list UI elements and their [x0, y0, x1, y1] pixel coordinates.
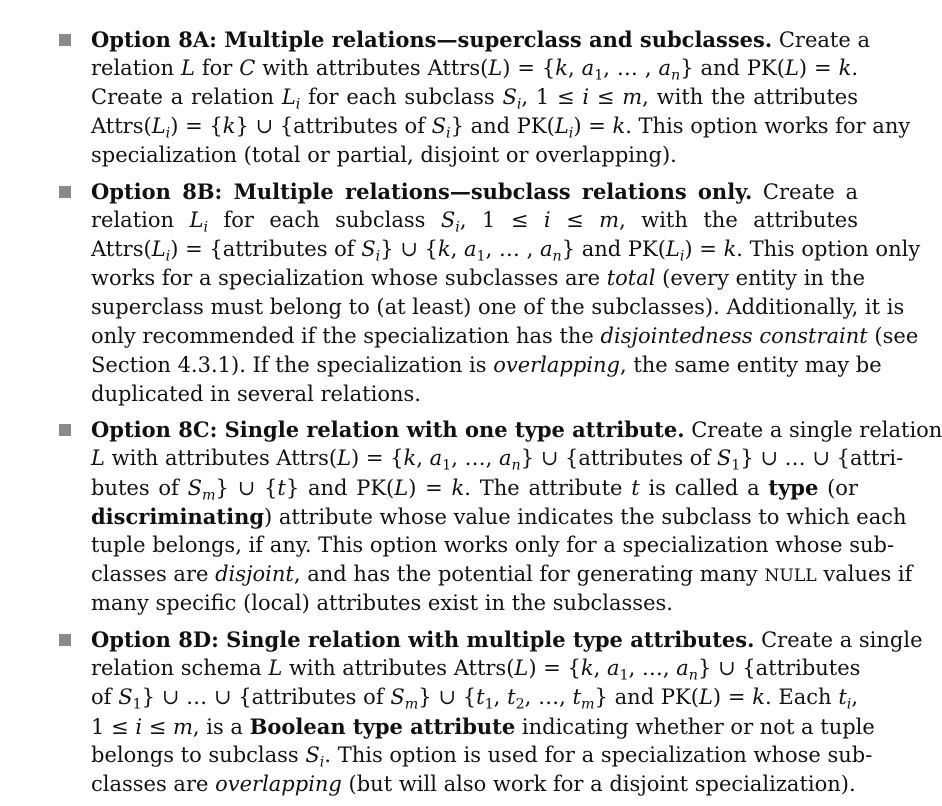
option-8a-line-5 — [91, 141, 858, 170]
text-run: } and PK( — [450, 114, 555, 138]
italic-text: t — [572, 685, 581, 709]
italic-text: m — [599, 208, 620, 232]
text-run: works for a specialization whose subclasses are — [91, 266, 607, 290]
italic-text: S — [431, 114, 447, 138]
italic-text: k — [555, 56, 569, 80]
italic-text: S — [716, 446, 732, 470]
text-run: ≤ — [589, 85, 623, 109]
text-run: , — [450, 237, 464, 261]
subscript-text: m — [581, 696, 595, 713]
subscript-text: n — [511, 457, 521, 474]
text-run: } ∪ … ∪ {attributes of — [141, 685, 391, 709]
italic-text: disjointedness constraint — [600, 324, 868, 348]
text-run: superclass must belong to (at least) one of the subclasses). Additionally, it is — [91, 295, 905, 319]
text-run: (every entity in the — [655, 266, 866, 290]
text-run: classes are — [91, 772, 216, 796]
text-run: relation — [91, 56, 181, 80]
subscript-text: 1 — [442, 457, 452, 474]
subscript-text: m — [201, 487, 216, 504]
option-8a-line-3 — [91, 83, 858, 112]
subscript-text: i — [375, 248, 381, 265]
text-run: } ∪ … ∪ {attri- — [740, 446, 904, 470]
subscript-text: i — [165, 248, 171, 265]
italic-text: C — [239, 56, 256, 80]
option-8d-line-2 — [91, 654, 861, 684]
subscript-text: m — [404, 696, 419, 713]
italic-text: S — [305, 743, 320, 767]
italic-text: L — [488, 56, 503, 80]
text-run: specialization (total or partial, disjoint or overlapping). — [91, 143, 677, 167]
italic-text: S — [440, 208, 456, 232]
italic-text: t — [277, 476, 286, 500]
text-run: , — [493, 685, 508, 709]
text-run: , …, — [451, 446, 499, 470]
italic-text: a — [581, 56, 595, 80]
italic-text: S — [187, 476, 202, 500]
text-run: duplicated in several relations. — [91, 382, 421, 406]
italic-text: S — [390, 685, 405, 709]
text-run: , the same entity may be — [619, 353, 882, 377]
italic-text: k — [222, 114, 236, 138]
square-bullet-icon — [59, 186, 71, 198]
text-run: , …, — [628, 656, 677, 680]
bold-text: Option 8D: Single relation with multiple type attributes. — [91, 627, 755, 652]
bold-text: type — [768, 475, 819, 500]
bold-text: Option 8C: Single relation with one type attribute. — [91, 417, 685, 442]
italic-text: L — [698, 685, 713, 709]
italic-text: k — [451, 476, 465, 500]
text-run: Create a — [772, 28, 870, 52]
text-run: , with the attributes — [642, 85, 858, 109]
text-run: of — [91, 685, 119, 709]
text-run: relation schema — [91, 656, 269, 680]
text-run: , is a — [192, 715, 250, 739]
italic-text: L — [91, 446, 105, 470]
text-run: , — [568, 56, 582, 80]
italic-text: k — [723, 237, 737, 261]
italic-text: k — [752, 685, 765, 709]
text-run: , — [416, 446, 430, 470]
subscript-text: 1 — [476, 248, 486, 265]
bold-text: Boolean type attribute — [249, 714, 516, 739]
text-run: indicating whether or not a tuple — [515, 715, 875, 739]
option-8d-line-3 — [91, 683, 858, 712]
italic-text: L — [189, 208, 204, 232]
subscript-text: i — [568, 125, 574, 142]
bold-text: discriminating — [91, 504, 265, 529]
text-run: for each subclass — [208, 208, 441, 232]
option-8b-line-4 — [91, 264, 866, 293]
text-run: , 1 ≤ — [459, 208, 544, 232]
subscript-text: 1 — [484, 696, 494, 713]
option-8b-line-1 — [91, 177, 858, 207]
text-run: ) = { — [351, 446, 404, 470]
text-run: relation — [91, 208, 190, 232]
italic-text: t — [838, 685, 847, 709]
italic-text: k — [612, 114, 626, 138]
text-run: is called a — [639, 476, 769, 500]
italic-text: k — [838, 56, 852, 80]
option-8d-line-1 — [91, 625, 923, 655]
italic-text: t — [476, 685, 485, 709]
italic-text: L — [784, 56, 799, 80]
text-run: } and PK( — [285, 476, 395, 500]
text-run: with attributes Attrs( — [104, 446, 338, 470]
square-bullet-icon — [59, 34, 71, 46]
text-run: ≤ — [142, 715, 173, 739]
italic-text: L — [514, 656, 529, 680]
text-run: } ∪ { — [418, 685, 477, 709]
text-run: } ∪ {attributes of — [520, 446, 717, 470]
text-run: , — [851, 685, 859, 709]
option-8b-line-5 — [91, 293, 905, 322]
italic-text: L — [180, 56, 195, 80]
text-run: , and has the potential for generating many — [293, 562, 765, 586]
text-run: . This option works for any — [625, 114, 911, 138]
subscript-text: 1 — [594, 67, 604, 84]
option-8a-line-2 — [91, 54, 858, 83]
italic-text: k — [580, 656, 594, 680]
italic-text: L — [281, 85, 296, 109]
option-8a-line-1 — [91, 25, 870, 55]
italic-text: disjoint — [215, 562, 294, 586]
option-8d-line-6 — [91, 770, 858, 799]
italic-text: k — [403, 446, 417, 470]
italic-text: L — [268, 656, 283, 680]
subscript-text: n — [688, 667, 698, 684]
text-run: Create a — [752, 180, 858, 204]
italic-text: overlapping — [493, 353, 620, 377]
italic-text: a — [429, 446, 443, 470]
subscript-text: i — [846, 696, 852, 713]
text-run: ) = { — [170, 114, 223, 138]
text-run: Attrs( — [91, 237, 152, 261]
text-run: , with the attributes — [619, 208, 858, 232]
text-run: } ∪ {attributes of — [235, 114, 432, 138]
text-run: ≤ — [550, 208, 600, 232]
text-run: (or — [818, 476, 858, 500]
text-run: only recommended if the specialization has the — [91, 324, 601, 348]
italic-text: a — [463, 237, 477, 261]
text-run: many specific (local) attributes exist in the subclasses. — [91, 591, 673, 615]
text-run: (but will also work for a disjoint specialization). — [341, 772, 856, 796]
text-run: Create a single — [754, 628, 923, 652]
text-run: values if — [816, 562, 913, 586]
italic-text: S — [361, 237, 376, 261]
italic-text: total — [606, 266, 656, 290]
text-run: classes are — [91, 562, 216, 586]
italic-text: k — [437, 237, 451, 261]
subscript-text: 1 — [132, 696, 142, 713]
text-run: ) = — [684, 237, 724, 261]
option-8b-line-6 — [91, 322, 919, 351]
option-8c-line-1 — [91, 415, 942, 445]
italic-text: a — [676, 656, 689, 680]
text-run: . — [851, 56, 858, 80]
text-run: . Each — [764, 685, 839, 709]
text-run: Section 4.3.1). If the specialization is — [91, 353, 494, 377]
subscript-text: i — [295, 96, 301, 113]
italic-text: L — [337, 446, 352, 470]
text-run: butes of — [91, 476, 188, 500]
text-run: NULL — [764, 566, 817, 586]
square-bullet-icon — [59, 634, 71, 646]
text-run: , … , — [485, 237, 540, 261]
text-run: , …, — [524, 685, 573, 709]
text-run: ) attribute whose value indicates the subclass to which each — [264, 505, 907, 529]
subscript-text: n — [670, 67, 681, 84]
subscript-text: i — [455, 219, 460, 236]
italic-text: L — [151, 114, 166, 138]
option-8c-line-4 — [91, 502, 907, 532]
option-8b-line-8 — [91, 380, 858, 409]
italic-text: L — [151, 237, 166, 261]
subscript-text: i — [516, 96, 522, 113]
text-run: (see — [867, 324, 919, 348]
text-run: } ∪ {attributes — [698, 656, 861, 680]
italic-text: L — [665, 237, 680, 261]
text-run: } and PK( — [680, 56, 785, 80]
text-run: , 1 ≤ — [521, 85, 583, 109]
italic-text: a — [606, 656, 620, 680]
text-run: Attrs( — [91, 114, 152, 138]
text-run: ) = — [408, 476, 452, 500]
italic-text: i — [543, 208, 551, 232]
text-run: ) = {attributes of — [170, 237, 362, 261]
italic-text: t — [507, 685, 516, 709]
text-run: . This option is used for a specialization whose sub- — [324, 743, 873, 767]
option-8a-line-4 — [91, 112, 911, 142]
text-run: ) = { — [528, 656, 581, 680]
italic-text: L — [554, 114, 569, 138]
text-run: } and PK( — [561, 237, 666, 261]
italic-text: a — [658, 56, 671, 80]
text-run: Create a single relation — [684, 418, 942, 442]
text-run: 1 ≤ — [91, 715, 136, 739]
text-run: } ∪ { — [380, 237, 438, 261]
text-run: . The attribute — [464, 476, 632, 500]
subscript-text: 2 — [515, 696, 525, 713]
text-run: tuple belongs, if any. This option works only for a specialization whose sub- — [91, 533, 895, 557]
subscript-text: i — [203, 219, 209, 236]
text-run: ) = { — [502, 56, 556, 80]
italic-text: i — [582, 85, 590, 109]
text-run: , — [593, 656, 607, 680]
text-run: ) = — [573, 114, 613, 138]
option-8c-line-2 — [91, 444, 904, 474]
subscript-text: i — [446, 125, 451, 142]
text-run: for — [194, 56, 240, 80]
italic-text: a — [498, 446, 512, 470]
text-run: for each subclass — [300, 85, 503, 109]
text-run: with attributes Attrs( — [255, 56, 489, 80]
subscript-text: n — [552, 248, 562, 265]
subscript-text: i — [679, 248, 685, 265]
option-8c-line-7 — [91, 589, 858, 618]
italic-text: t — [631, 476, 640, 500]
italic-text: i — [135, 715, 143, 739]
italic-text: m — [172, 715, 193, 739]
text-run: . This option only — [736, 237, 921, 261]
text-run: } and PK( — [594, 685, 699, 709]
italic-text: L — [394, 476, 409, 500]
subscript-text: 1 — [731, 457, 741, 474]
text-run: Create a relation — [91, 85, 282, 109]
text-run: ) = — [712, 685, 753, 709]
option-8c-line-3 — [91, 473, 858, 503]
subscript-text: 1 — [619, 667, 629, 684]
text-run: } ∪ { — [215, 476, 278, 500]
italic-text: m — [622, 85, 643, 109]
italic-text: a — [539, 237, 553, 261]
text-run: ) = — [798, 56, 839, 80]
text-run: belongs to subclass — [91, 743, 306, 767]
option-8b-line-3 — [91, 235, 921, 265]
square-bullet-icon — [59, 424, 71, 436]
bold-text: Option 8A: Multiple relations—superclass and subclasses. — [91, 27, 773, 52]
italic-text: S — [118, 685, 133, 709]
italic-text: overlapping — [215, 772, 342, 796]
italic-text: S — [502, 85, 517, 109]
option-8c-line-6 — [91, 560, 913, 591]
option-8d-line-4 — [91, 712, 875, 742]
text-run: with attributes Attrs( — [282, 656, 515, 680]
option-8b-line-2 — [91, 206, 858, 235]
option-8d-line-5 — [91, 741, 873, 771]
option-8c-line-5 — [91, 531, 895, 560]
text-run: , … , — [603, 56, 659, 80]
bold-text: Option 8B: Multiple relations—subclass relations only. — [91, 179, 753, 204]
subscript-text: i — [165, 125, 171, 142]
subscript-text: i — [319, 754, 325, 771]
option-8b-line-7 — [91, 351, 882, 380]
